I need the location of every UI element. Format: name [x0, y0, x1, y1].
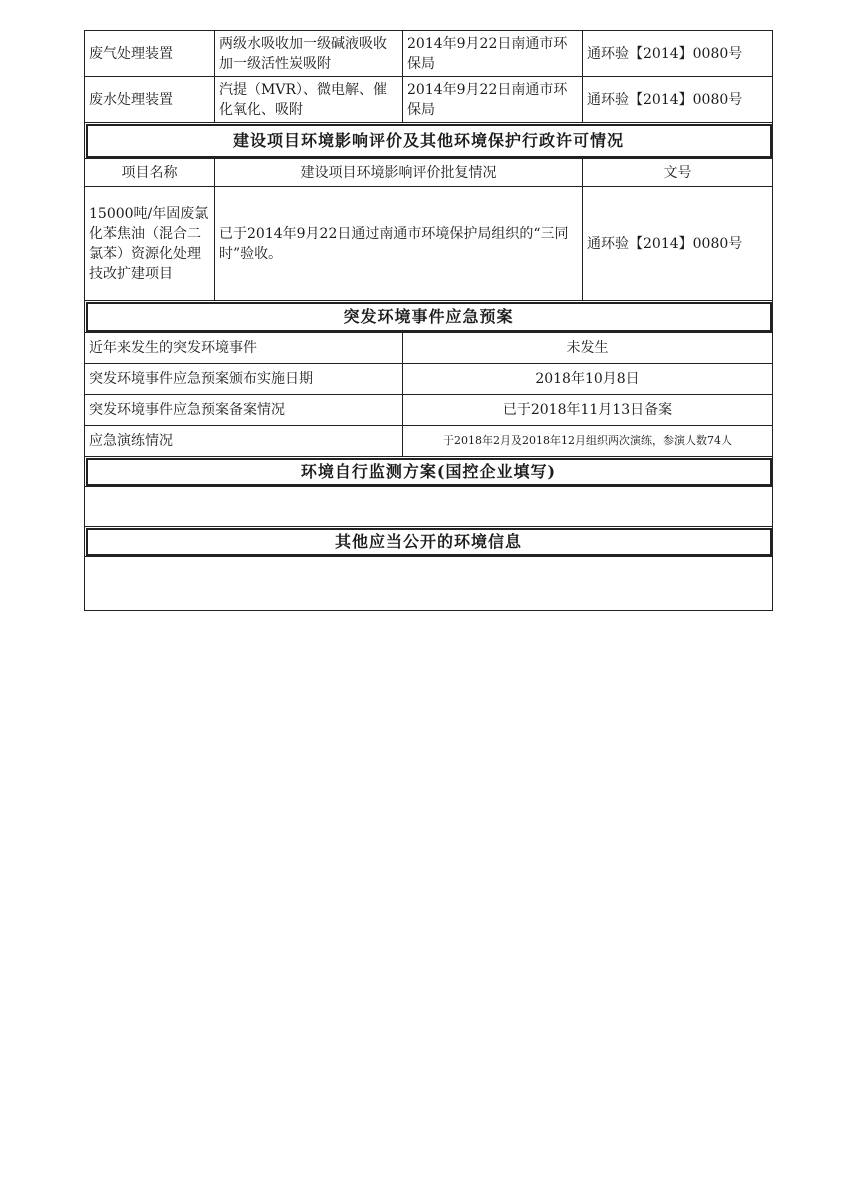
facility-doc-number: 通环验【2014】0080号 [583, 31, 773, 77]
facility-name: 废气处理装置 [85, 31, 215, 77]
eia-project-status: 已于2014年9月22日通过南通市环境保护局组织的“三同时”验收。 [215, 187, 583, 301]
emergency-value: 未发生 [403, 333, 773, 364]
emergency-value: 于2018年2月及2018年12月组织两次演练，参演人数74人 [403, 426, 773, 457]
environmental-info-table [84, 30, 773, 611]
other-section-content [85, 557, 773, 611]
eia-section-title: 建设项目环境影响评价及其他环境保护行政许可情况 [85, 123, 773, 159]
eia-project-row [85, 187, 773, 301]
emergency-row [85, 333, 773, 364]
facility-doc-number: 通环验【2014】0080号 [583, 77, 773, 123]
emergency-label: 突发环境事件应急预案颁布实施日期 [85, 364, 403, 395]
emergency-row [85, 395, 773, 426]
facility-row [85, 77, 773, 123]
monitoring-section-content [85, 487, 773, 527]
facility-process: 两级水吸收加一级碱液吸收加一级活性炭吸附 [215, 31, 403, 77]
eia-col-doc: 文号 [583, 159, 773, 187]
emergency-label: 近年来发生的突发环境事件 [85, 333, 403, 364]
emergency-value: 2018年10月8日 [403, 364, 773, 395]
emergency-row [85, 426, 773, 457]
facility-name: 废水处理装置 [85, 77, 215, 123]
other-section-title: 其他应当公开的环境信息 [85, 527, 773, 557]
facility-row [85, 31, 773, 77]
facility-approval: 2014年9月22日南通市环保局 [403, 77, 583, 123]
facility-approval: 2014年9月22日南通市环保局 [403, 31, 583, 77]
emergency-row [85, 364, 773, 395]
eia-header-row [85, 159, 773, 187]
document-page [84, 30, 772, 611]
eia-project-doc: 通环验【2014】0080号 [583, 187, 773, 301]
eia-col-name: 项目名称 [85, 159, 215, 187]
emergency-section-title: 突发环境事件应急预案 [85, 301, 773, 333]
facility-process: 汽提（MVR）、微电解、催化氧化、吸附 [215, 77, 403, 123]
eia-col-status: 建设项目环境影响评价批复情况 [215, 159, 583, 187]
emergency-value: 已于2018年11月13日备案 [403, 395, 773, 426]
eia-project-name: 15000吨/年固废氯化苯焦油（混合二氯苯）资源化处理技改扩建项目 [85, 187, 215, 301]
emergency-label: 突发环境事件应急预案备案情况 [85, 395, 403, 426]
emergency-label: 应急演练情况 [85, 426, 403, 457]
monitoring-section-title: 环境自行监测方案(国控企业填写) [85, 457, 773, 487]
